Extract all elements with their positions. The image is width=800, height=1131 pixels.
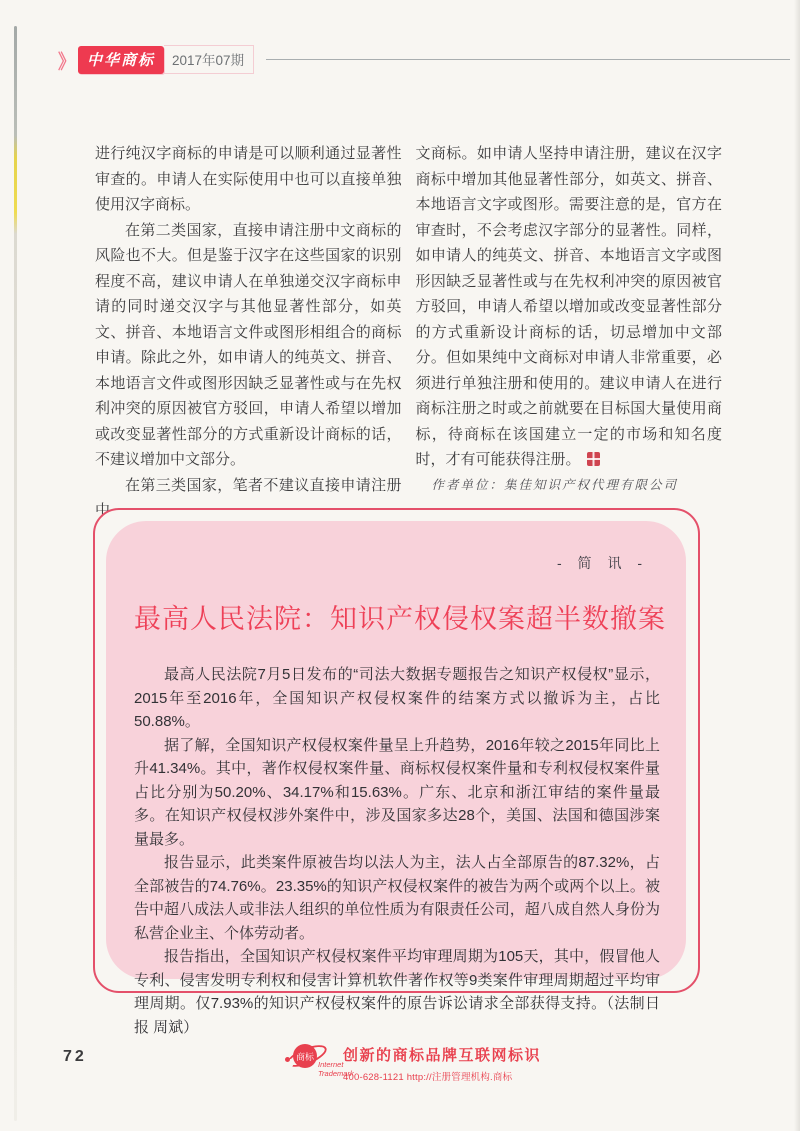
footer-contact: 400-628-1121 http://注册管理机构.商标 (343, 1072, 513, 1083)
briefing-paragraph: 报告显示，此类案件原被告均以法人为主，法人占全部原告的87.32%，占全部被告的74.76%。23.35%的知识产权侵权案件的被告为两个或两个以上。被告中超八成法人或非法人组织的单位性质为有限责任公司，超八成自然人身份为私营企业主、个体劳动者。 (134, 854, 660, 942)
header-rule (266, 59, 790, 60)
article-paragraph: 进行纯汉字商标的申请是可以顺利通过显著性审查的。申请人在实际使用中也可以直接单独使用汉字商标。 (95, 145, 402, 213)
briefing-tag: - 简 讯 - (557, 555, 648, 571)
footer-slogan: 创新的商标品牌互联网标识 (343, 1047, 542, 1064)
briefing-box-border (93, 508, 700, 1036)
briefing-box (106, 521, 686, 1036)
footer-brand (285, 1040, 541, 1083)
article-paragraph: 在第三类国家，笔者不建议直接申请注册中 (95, 476, 402, 519)
magazine-title-badge: 中华商标 (78, 46, 164, 74)
article-paragraph-text: 文商标。如申请人坚持申请注册，建议在汉字商标中增加其他显著性部分，如英文、拼音、本地语言文字或图形。需要注意的是，官方在审查时，不会考虑汉字部分的显著性。同样，如申请人的纯英文、拼音、本地语言文字或图形因缺乏显著性或与在先权利冲突的原因被官方驳回，申请人希望以增加或改变显著性部分的方式重新设计商标的话，切忌增加中文部分。但如果纯中文商标对申请人非常重要，必须进行单独注册和使用的。建议申请人在进行商标注册之时或之前就要在目标国大量使用商标，待商标在该国建立一定的市场和知名度时，才有可能获得注册。 (415, 145, 722, 468)
article-paragraph (416, 141, 723, 473)
footer-brand-text (343, 1044, 541, 1083)
logo-english-line2: Trademark (318, 1069, 354, 1078)
briefing-body (134, 663, 662, 1039)
article-column-2 (416, 141, 723, 524)
issue-label: 2017年07期 (164, 45, 254, 74)
article-column-1 (95, 141, 402, 524)
article-body (95, 141, 722, 524)
logo-globe-icon: 商标 (293, 1044, 317, 1068)
ribbon-chevron-icon: 》 (58, 50, 75, 73)
briefing-paragraph: 最高人民法院7月5日发布的“司法大数据专题报告之知识产权侵权”显示，2015年至2016年，全国知识产权侵权案件的结案方式以撤诉为主，占比50.88%。 (134, 666, 660, 730)
author-line: 作者单位：集佳知识产权代理有限公司 (431, 477, 679, 492)
briefing-title: 最高人民法院：知识产权侵权案超半数撤案 (134, 604, 666, 634)
page-number: 72 (63, 1048, 87, 1065)
article-end-seal-icon (587, 452, 600, 466)
logo-english-caption (318, 1060, 354, 1078)
scan-spine-edge (14, 26, 17, 1121)
logo-english-line1: Internet (318, 1060, 344, 1069)
article-paragraph: 在第二类国家，直接申请注册中文商标的风险也不大。但是鉴于汉字在这些国家的识别程度不高，建议申请人在单独递交汉字商标申请的同时递交汉字与其他显著性部分，如英文、拼音、本地语言文件或图形相组合的商标申请。除此之外，如申请人的纯英文、拼音、本地语言文件或图形因缺乏显著性或与在先权利冲突的原因被官方驳回，申请人希望以增加或改变显著性部分的方式重新设计商标的话，不建议增加中文部分。 (95, 221, 402, 468)
briefing-paragraph: 报告指出，全国知识产权侵权案件平均审理周期为105天，其中，假冒他人专利、侵害发明专利权和侵害计算机软件著作权等9类案件审理周期超过平均审理周期。仅7.93%的知识产权侵权案件的原告诉讼请求全部获得支持。（法制日报 周斌） (134, 948, 660, 1036)
internet-trademark-logo-icon (285, 1040, 354, 1080)
page-header (58, 45, 790, 74)
briefing-paragraph: 据了解，全国知识产权侵权案件量呈上升趋势，2016年较之2015年同比上升41.34%。其中，著作权侵权案件量、商标权侵权案件量和专利权侵权案件量占比分别为50.20%、34.17%和15.63%。广东、北京和浙江审结的案件量最多。在知识产权侵权涉外案件中，涉及国家多达28个，美国、法国和德国涉案量最多。 (134, 736, 660, 848)
